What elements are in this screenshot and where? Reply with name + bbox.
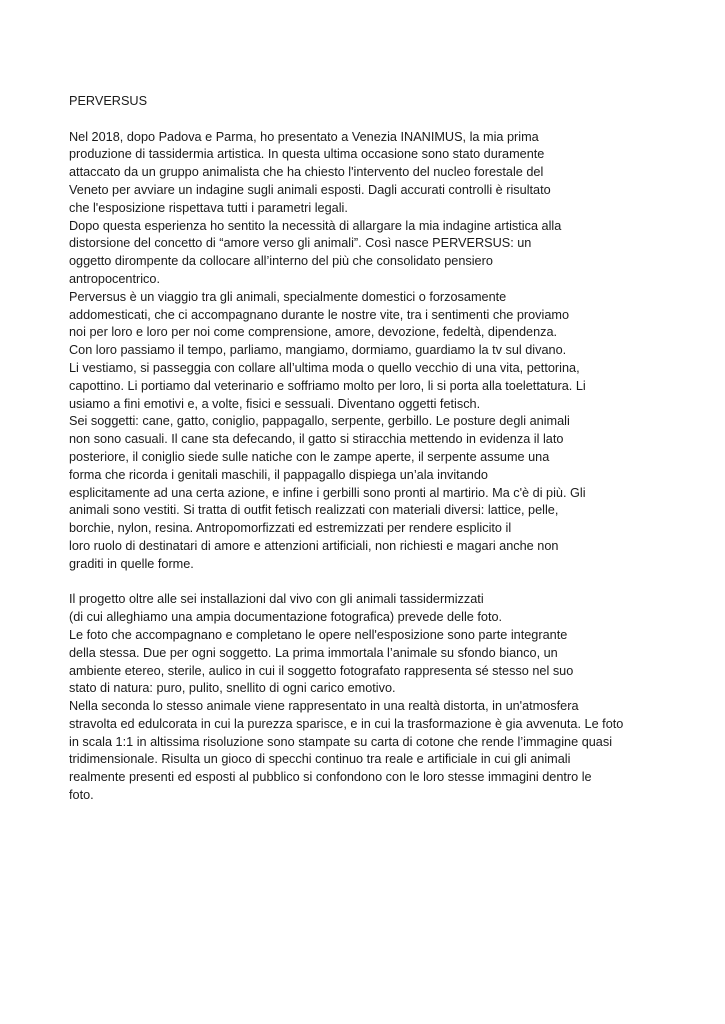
text-line: foto. bbox=[69, 788, 94, 803]
text-line: borchie, nylon, resina. Antropomorfizzati ed estremizzati per rendere esplicito il bbox=[69, 521, 512, 536]
text-line: stato di natura: puro, pulito, snellito di ogni carico emotivo. bbox=[69, 681, 396, 696]
text-line: capottino. Li portiamo dal veterinario e soffriamo molto per loro, li si porta alla toelettatura. Li bbox=[69, 378, 586, 393]
text-line: Li vestiamo, si passeggia con collare all’ultima moda o quello vecchio di una vita, pettorina, bbox=[69, 360, 580, 375]
text-line: ambiente etereo, sterile, aulico in cui il soggetto fotografato rappresenta sé stesso nel suo bbox=[69, 663, 574, 678]
text-line: della stessa. Due per ogni soggetto. La prima immortala l’animale su sfondo bianco, un bbox=[69, 645, 558, 660]
text-line: Le foto che accompagnano e completano le opere nell'esposizione sono parte integrante bbox=[69, 627, 568, 642]
text-line: animali sono vestiti. Si tratta di outfit fetisch realizzati con materiali diversi: lattice, pelle, bbox=[69, 503, 559, 518]
text-line: attaccato da un gruppo animalista che ha chiesto l'intervento del nucleo forestale del bbox=[69, 165, 544, 180]
text-line: produzione di tassidermia artistica. In questa ultima occasione sono stato duramente bbox=[69, 147, 545, 162]
text-line: distorsione del concetto di “amore verso gli animali”. Così nasce PERVERSUS: un bbox=[69, 236, 532, 251]
text-line: Dopo questa esperienza ho sentito la necessità di allargare la mia indagine artistica alla bbox=[69, 218, 562, 233]
text-line: stravolta ed edulcorata in cui la purezza sparisce, e in cui la trasformazione è gia avvenuta. Le foto bbox=[69, 716, 624, 731]
text-line: Sei soggetti: cane, gatto, coniglio, pappagallo, serpente, gerbillo. Le posture degli animali bbox=[69, 414, 570, 429]
text-line: (di cui alleghiamo una ampia documentazione fotografica) prevede delle foto. bbox=[69, 610, 503, 625]
paragraph-block bbox=[69, 129, 709, 574]
document-body bbox=[69, 129, 709, 805]
document-page bbox=[69, 93, 709, 823]
text-line: posteriore, il coniglio siede sulle natiche con le zampe aperte, il serpente assume una bbox=[69, 449, 550, 464]
text-line: esplicitamente ad una certa azione, e infine i gerbilli sono pronti al martirio. Ma c'è di più. Gli bbox=[69, 485, 586, 500]
text-line: Nella seconda lo stesso animale viene rappresentato in una realtà distorta, in un'atmosfera bbox=[69, 699, 579, 714]
text-line: realmente presenti ed esposti al pubblico si confondono con le loro stesse immagini dentro le bbox=[69, 770, 592, 785]
text-line: forma che ricorda i genitali maschili, il pappagallo dispiega un’ala invitando bbox=[69, 467, 488, 482]
text-line: non sono casuali. Il cane sta defecando, il gatto si stiracchia mettendo in evidenza il lato bbox=[69, 432, 564, 447]
text-line: Il progetto oltre alle sei installazioni dal vivo con gli animali tassidermizzati bbox=[69, 592, 484, 607]
text-line: Perversus è un viaggio tra gli animali, specialmente domestici o forzosamente bbox=[69, 289, 507, 304]
text-line: graditi in quelle forme. bbox=[69, 556, 194, 571]
text-line: Nel 2018, dopo Padova e Parma, ho presentato a Venezia INANIMUS, la mia prima bbox=[69, 129, 539, 144]
text-line: usiamo a fini emotivi e, a volte, fisici e sessuali. Diventano oggetti fetisch. bbox=[69, 396, 481, 411]
document-title: PERVERSUS bbox=[69, 94, 148, 108]
text-line: che l'esposizione rispettava tutti i parametri legali. bbox=[69, 200, 348, 215]
text-line: antropocentrico. bbox=[69, 271, 160, 286]
text-line: in scala 1:1 in altissima risoluzione sono stampate su carta di cotone che rende l’immagine quasi bbox=[69, 734, 613, 749]
text-line: Con loro passiamo il tempo, parliamo, mangiamo, dormiamo, guardiamo la tv sul divano. bbox=[69, 343, 567, 358]
text-line: loro ruolo di destinatari di amore e attenzioni artificiali, non richiesti e magari anche non bbox=[69, 538, 559, 553]
text-line: oggetto dirompente da collocare all’interno del più che consolidato pensiero bbox=[69, 254, 493, 269]
text-line: Veneto per avviare un indagine sugli animali esposti. Dagli accurati controlli è risultato bbox=[69, 182, 551, 197]
text-line: addomesticati, che ci accompagnano durante le nostre vite, tra i sentimenti che proviamo bbox=[69, 307, 570, 322]
paragraph-block bbox=[69, 591, 709, 805]
text-line: tridimensionale. Risulta un gioco di specchi continuo tra reale e artificiale in cui gli animali bbox=[69, 752, 571, 767]
text-line: noi per loro e loro per noi come comprensione, amore, devozione, fedeltà, dipendenza. bbox=[69, 325, 558, 340]
